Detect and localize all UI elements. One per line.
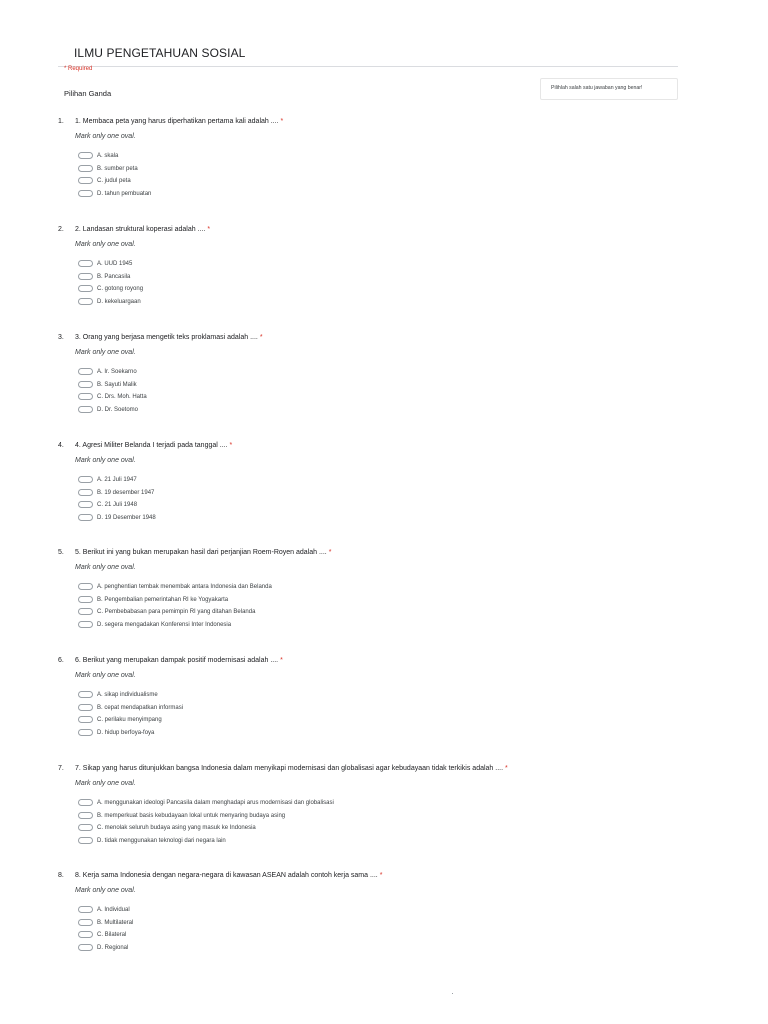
answer-option-label: A. UUD 1945 [97,261,133,267]
radio-oval[interactable] [78,583,93,590]
answer-option-label: D. hidup berfoya-foya [97,729,155,736]
answer-option-label: D. tahun pembuatan [97,190,152,197]
radio-oval[interactable] [78,716,93,723]
radio-oval[interactable] [78,368,93,375]
radio-oval[interactable] [78,260,93,267]
radio-oval[interactable] [78,273,93,280]
radio-oval[interactable] [78,906,93,913]
question-text [75,657,283,664]
question-number: 8. [58,872,64,879]
radio-oval[interactable] [78,285,93,292]
answer-option-label: D. tidak menggunakan teknologi dari negara lain [97,837,226,844]
radio-oval[interactable] [78,812,93,819]
question-text [75,118,283,125]
question-number: 6. [58,657,64,664]
radio-oval[interactable] [78,919,93,926]
answer-option-label: A. Individual [97,907,130,913]
answer-option-label: A. Ir. Soekarno [97,369,137,375]
question-text [75,442,232,449]
radio-oval[interactable] [78,406,93,413]
page-mark [452,993,453,994]
question-text-content: 1. Membaca peta yang harus diperhatikan pertama kali adalah .... [75,118,279,125]
answer-option-label: D. segera mengadakan Konferensi Inter Indonesia [97,621,232,628]
section-title: Pilihan Ganda [64,89,112,98]
answer-option-label: C. menolak seluruh budaya asing yang masuk ke Indonesia [97,825,256,831]
question-number: 4. [58,442,64,449]
question-number: 2. [58,226,64,233]
radio-oval[interactable] [78,298,93,305]
question-text [75,765,508,772]
question-hint: Mark only one oval. [75,457,136,464]
radio-oval[interactable] [78,489,93,496]
form-title: ILMU PENGETAHUAN SOSIAL [74,46,246,60]
radio-oval[interactable] [78,165,93,172]
question-hint: Mark only one oval. [75,564,136,571]
answer-option-label: A. 21 Juli 1947 [97,477,137,483]
answer-option-label: B. sumber peta [97,165,138,172]
question-hint: Mark only one oval. [75,780,136,787]
required-star: * [207,226,211,233]
required-star: * [229,442,233,449]
question-number: 5. [58,549,64,556]
question-text-content: 8. Kerja sama Indonesia dengan negara-negara di kawasan ASEAN adalah contoh kerja sama .... [75,872,378,879]
answer-option-label: B. Multilateral [97,919,134,926]
required-star: * [280,118,284,125]
required-star: * [379,872,383,879]
answer-option-label: D. Regional [97,944,129,951]
answer-option-label: B. cepat mendapatkan informasi [97,704,184,711]
required-star: * [505,765,508,772]
question-hint: Mark only one oval. [75,672,136,679]
question-text-content: 7. Sikap yang harus ditunjukkan bangsa Indonesia dalam menyikapi modernisasi dan globalisasi agar kebudayaan tidak terkikis adalah .... [75,765,504,772]
radio-oval[interactable] [78,691,93,698]
radio-oval[interactable] [78,501,93,508]
radio-oval[interactable] [78,381,93,388]
required-star: * [280,657,283,664]
question-number: 1. [58,118,64,125]
required-note: * Required [64,66,93,72]
answer-option-label: A. sikap individualisme [97,692,158,698]
question-number: 7. [58,765,64,772]
radio-oval[interactable] [78,190,93,197]
answer-option-label: A. menggunakan ideologi Pancasila dalam menghadapi arus modernisasi dan globalisasi [97,800,334,806]
required-star: * [328,549,332,556]
radio-oval[interactable] [78,177,93,184]
radio-oval[interactable] [78,621,93,628]
radio-oval[interactable] [78,729,93,736]
question-text-content: 4. Agresi Militer Belanda I terjadi pada tanggal .... [75,442,228,449]
radio-oval[interactable] [78,931,93,938]
radio-oval[interactable] [78,837,93,844]
radio-oval[interactable] [78,596,93,603]
answer-option-label: C. 21 Juli 1948 [97,502,138,508]
answer-option-label: C. gotong royong [97,286,144,292]
question-text [75,549,332,556]
required-star: * [259,334,263,341]
question-number: 3. [58,334,64,341]
question-hint: Mark only one oval. [75,887,136,894]
answer-option-label: C. Pembebabasan para pemimpin RI yang ditahan Belanda [97,609,256,615]
question-text-content: 3. Orang yang berjasa mengetik teks proklamasi adalah .... [75,334,258,341]
answer-option-label: B. Pancasila [97,273,131,280]
answer-option-label: B. 19 desember 1947 [97,489,155,496]
answer-option-label: D. kekeluargaan [97,298,141,305]
question-text-content: 2. Landasan struktural koperasi adalah .... [75,226,206,233]
question-text [75,334,263,341]
answer-option-label: A. skala [97,153,119,159]
radio-oval[interactable] [78,704,93,711]
radio-oval[interactable] [78,152,93,159]
answer-option-label: C. Bilateral [97,932,127,938]
answer-option-label: C. perilaku menyimpang [97,717,162,723]
question-text-content: 5. Berikut ini yang bukan merupakan hasil dari perjanjian Roem-Royen adalah .... [75,549,327,556]
answer-option-label: C. judul peta [97,178,131,184]
radio-oval[interactable] [78,476,93,483]
title-divider [58,66,678,67]
answer-option-label: D. Dr. Soetomo [97,406,139,413]
radio-oval[interactable] [78,393,93,400]
question-hint: Mark only one oval. [75,349,136,356]
answer-option-label: C. Drs. Moh. Hatta [97,394,147,400]
question-hint: Mark only one oval. [75,241,136,248]
question-hint: Mark only one oval. [75,133,136,140]
answer-option-label: A. penghentian tembak menembak antara Indonesia dan Belanda [97,584,272,590]
question-text [75,226,210,233]
section-description: Pilihlah salah satu jawaban yang benar! [540,78,678,100]
answer-option-label: B. Sayuti Malik [97,381,137,388]
answer-option-label: B. memperkuat basis kebudayaan lokal untuk menyaring budaya asing [97,812,286,819]
radio-oval[interactable] [78,824,93,831]
radio-oval[interactable] [78,799,93,806]
question-text-content: 6. Berikut yang merupakan dampak positif modernisasi adalah .... [75,657,279,664]
question-text [75,872,382,879]
radio-oval[interactable] [78,514,93,521]
radio-oval[interactable] [78,944,93,951]
answer-option-label: D. 19 Desember 1948 [97,514,156,521]
answer-option-label: B. Pengembalian pemerintahan RI ke Yogyakarta [97,596,229,603]
radio-oval[interactable] [78,608,93,615]
